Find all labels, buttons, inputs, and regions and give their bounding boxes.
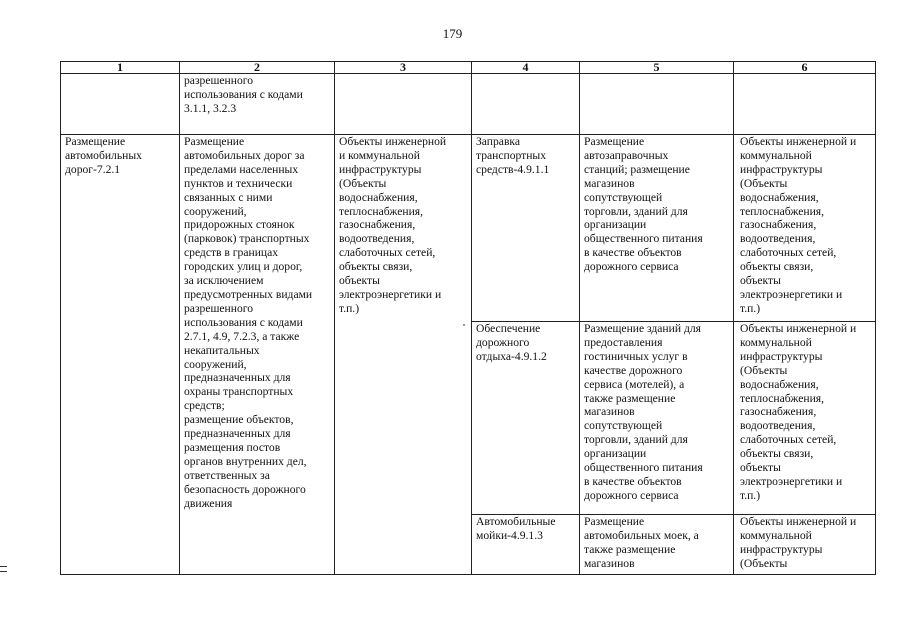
table-row bbox=[61, 135, 876, 322]
main-use-cell: Размещение автомобильных дорог-7.2.1 bbox=[61, 135, 180, 575]
header-col-2: 2 bbox=[180, 62, 335, 74]
table-cell bbox=[335, 74, 472, 135]
table-cell bbox=[734, 74, 876, 135]
header-col-5: 5 bbox=[580, 62, 734, 74]
main-infrastructure-cell: Объекты инженерной и коммунальной инфраструктуры (Объекты водоснабжения, теплоснабжения, газоснабжения, водоотведения, слаботочных сетей, объекты связи, объекты электроэнергетики и т.п.) bbox=[335, 135, 472, 575]
table-cell bbox=[61, 74, 180, 135]
land-use-table bbox=[60, 61, 876, 575]
continuation-row bbox=[61, 74, 876, 135]
page-number: 179 bbox=[442, 26, 463, 41]
table-cell: Размещение автомобильных моек, а также размещение магазинов bbox=[580, 515, 734, 575]
main-description-cell: Размещение автомобильных дорог за пределами населенных пунктов и технически связанных с ними сооружений, придорожных стоянок (парковок) транспортных средств в границах городских улиц и дорог, за исключением предусмотренных видами разрешенного использования с кодами 2.7.1, 4.9, 7.2.3, а также некапитальных сооружений, предназначенных для охраны транспортных средств; размещение объектов, предназначенных для размещения постов органов внутренних дел, ответственных за безопасность дорожного движения bbox=[180, 135, 335, 575]
table-cell: Размещение зданий для предоставления гостиничных услуг в качестве дорожного сервиса (мотелей), а также размещение магазинов сопутствующей торговли, зданий для организации общественного питания в качестве объектов дорожного сервиса bbox=[580, 322, 734, 515]
header-col-3: 3 bbox=[335, 62, 472, 74]
table-cell: Объекты инженерной и коммунальной инфраструктуры (Объекты bbox=[734, 515, 876, 575]
header-col-1: 1 bbox=[61, 62, 180, 74]
scan-edge-mark bbox=[0, 566, 7, 572]
table-cell: Объекты инженерной и коммунальной инфраструктуры (Объекты водоснабжения, теплоснабжения, газоснабжения, водоотведения, слаботочных сетей, объекты связи, объекты электроэнергетики и т.п.) bbox=[734, 322, 876, 515]
table-cell: Заправка транспортных средств-4.9.1.1 bbox=[472, 135, 580, 322]
header-row bbox=[61, 62, 876, 74]
table-cell: Объекты инженерной и коммунальной инфраструктуры (Объекты водоснабжения, теплоснабжения, газоснабжения, водоотведения, слаботочных сетей, объекты связи, объекты электроэнергетики и т.п.) bbox=[734, 135, 876, 322]
table-cell bbox=[580, 74, 734, 135]
scan-speck bbox=[463, 324, 465, 326]
header-col-6: 6 bbox=[734, 62, 876, 74]
header-col-4: 4 bbox=[472, 62, 580, 74]
table-cell: Размещение автозаправочных станций; размещение магазинов сопутствующей торговли, зданий для организации общественного питания в качестве объектов дорожного сервиса bbox=[580, 135, 734, 322]
table-cell: Автомобильные мойки-4.9.1.3 bbox=[472, 515, 580, 575]
table-cell bbox=[472, 74, 580, 135]
table-cell: разрешенного использования с кодами 3.1.1, 3.2.3 bbox=[180, 74, 335, 135]
table-cell: Обеспечение дорожного отдыха-4.9.1.2 bbox=[472, 322, 580, 515]
